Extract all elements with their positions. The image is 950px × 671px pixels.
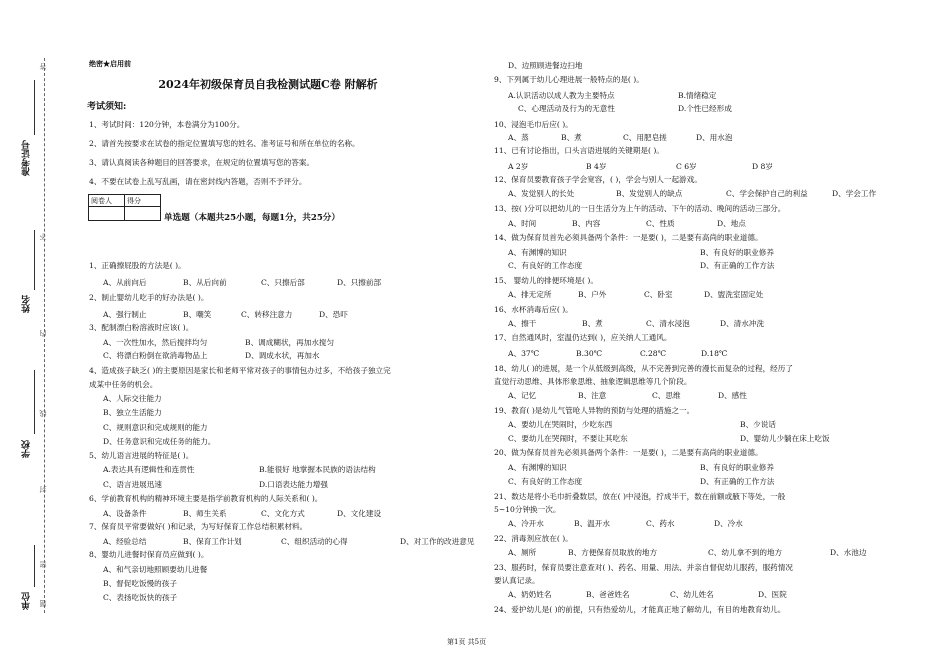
answer-option[interactable]: B、保育工作计划 <box>183 537 242 546</box>
question-stem: 9、下列属于幼儿心理进展一般特点的是( )。 <box>494 75 644 84</box>
answer-option[interactable]: A、蒸 <box>508 133 529 142</box>
answer-option[interactable]: C、有良好的工作态度 <box>508 477 583 486</box>
seal-mark: 线 <box>39 410 47 417</box>
seal-mark: 内 <box>39 330 47 337</box>
question-stem: 6、学前教育机构的精神环境主要是指学前教育机构的人际关系和( )。 <box>89 494 323 503</box>
school-line <box>34 370 35 434</box>
secret-mark: 绝密★启用前 <box>89 59 131 68</box>
answer-option[interactable]: A、有渊博的知识 <box>508 248 567 257</box>
question-stem: 19、教育( )是幼儿气管呛人异物的预防与处理的措施之一。 <box>494 406 695 415</box>
seal-mark: 答 <box>39 63 47 70</box>
seal-mark: 密 <box>39 561 47 568</box>
answer-option[interactable]: C 6岁 <box>676 162 697 171</box>
name-label: 姓名 <box>22 295 32 313</box>
seal-mark: 封 <box>39 486 47 493</box>
answer-option[interactable]: A.认识活动以成人教为主要特点 <box>508 91 615 100</box>
answer-option[interactable]: A、有渊博的知识 <box>508 463 567 472</box>
answer-option[interactable]: C、文化方式 <box>261 509 305 518</box>
answer-option[interactable]: A、设备条件 <box>103 509 147 518</box>
question-stem: 1、正确擦屁股的方法是( )。 <box>89 261 186 270</box>
question-stem: 13、按( )分可以把幼儿的一日生活分为上午的活动、下午的活动、晚间的活动三部分。 <box>494 204 786 213</box>
answer-option[interactable]: D、边照顾进餐边扫地 <box>508 61 583 70</box>
answer-option[interactable]: A、排无定所 <box>508 290 552 299</box>
question-stem: 5、幼儿语言进展的特征是( )。 <box>89 451 194 460</box>
answer-option[interactable]: D、感性 <box>718 391 747 400</box>
question-stem: 12、保育员要教育孩子学会宽容，( )，学会与别人一起游戏。 <box>494 175 702 184</box>
answer-option[interactable]: A、擦干 <box>508 319 537 328</box>
score-table-header-grader: 阅卷人 <box>89 195 125 207</box>
answer-option[interactable]: D.18℃ <box>701 349 728 358</box>
answer-option[interactable]: D、文化建设 <box>337 509 382 518</box>
answer-option[interactable]: D.口语表达能力增强 <box>259 480 328 489</box>
question-stem: 20、做为保育员首先必须具备两个条件：一是要( )，二是要有高尚的职业道德。 <box>494 448 763 457</box>
answer-option[interactable]: C.28℃ <box>640 349 667 358</box>
question-stem: 18、幼儿( )的进展，是一个从低级到高级，从不完善到完善的漫长而复杂的过程，经历了 <box>494 364 793 373</box>
answer-option[interactable]: A、从前向后 <box>103 278 147 287</box>
answer-option[interactable]: B、发觉别人的缺点 <box>616 189 683 198</box>
answer-option[interactable]: C、卧室 <box>644 290 673 299</box>
score-cell[interactable] <box>125 207 161 221</box>
seal-mark: 题 <box>39 600 47 607</box>
answer-option[interactable]: 要认真记录。 <box>494 576 540 585</box>
answer-option[interactable]: A 2岁 <box>508 162 529 171</box>
answer-option[interactable]: D、盥洗室固定处 <box>704 290 764 299</box>
answer-option[interactable]: B、注意 <box>578 391 607 400</box>
answer-option[interactable]: D、用水泡 <box>696 133 733 142</box>
question-stem: 24、爱护幼儿是( )的前提，只有热爱幼儿，才能真正地了解幼儿，有目的地教育幼儿。 <box>494 605 786 614</box>
notes-heading: 考试须知: <box>87 102 127 112</box>
unit-label: 单位 <box>22 592 32 610</box>
answer-option[interactable]: B、督促吃饭慢的孩子 <box>103 579 177 588</box>
school-label: 学校 <box>22 440 32 458</box>
answer-option[interactable]: A、经验总结 <box>103 537 147 546</box>
answer-option[interactable]: C、药水 <box>646 519 675 528</box>
answer-option[interactable]: C、要幼儿在哭闹时，不要让其吃东 <box>508 434 628 443</box>
answer-option[interactable]: C、规则意识和完成规则的能力 <box>103 423 208 432</box>
answer-option[interactable]: C、思维 <box>652 391 681 400</box>
answer-option[interactable]: D.个性已经形成 <box>678 104 732 113</box>
question-stem: 23、服药时，保育员要注意查对( )、药名、用量、用法、并亲自督促幼儿服药，服药情况 <box>494 563 793 572</box>
answer-option[interactable]: B、嘲笑 <box>183 310 212 319</box>
answer-option[interactable]: D、只擦前部 <box>337 278 382 287</box>
answer-option[interactable]: B、温开水 <box>574 519 610 528</box>
answer-option[interactable]: D、地点 <box>717 219 746 228</box>
question-stem: 8、婴幼儿进餐时保育员应做到( )。 <box>89 550 209 559</box>
answer-option[interactable]: B、有良好的职业修养 <box>700 463 774 472</box>
answer-option[interactable]: B、煮 <box>561 133 582 142</box>
answer-option[interactable]: D 8岁 <box>752 162 773 171</box>
score-table-header-score: 得分 <box>125 195 161 207</box>
answer-option[interactable]: D、冷水 <box>714 519 743 528</box>
answer-option[interactable]: A、厕所 <box>508 548 537 557</box>
question-stem: 22、消毒剂应放在( )。 <box>494 534 573 543</box>
answer-option[interactable]: D、学会工作 <box>832 189 877 198</box>
seal-mark: 不 <box>39 233 47 240</box>
answer-option[interactable]: A、记忆 <box>508 391 537 400</box>
answer-option[interactable]: A、一次性加水，然后搅拌均匀 <box>103 338 208 347</box>
question-stem: 15、 婴幼儿的排便环境是( )。 <box>494 276 598 285</box>
answer-option[interactable]: B.能很好 地掌握本民族的语法结构 <box>259 465 376 474</box>
answer-option[interactable]: 5~10分钟换一次。 <box>494 505 561 514</box>
unit-line <box>34 545 35 587</box>
answer-option[interactable]: B、方便保育员取放的地方 <box>568 548 658 557</box>
score-table <box>88 194 161 221</box>
answer-option[interactable]: 直觉行动思维、具体形象思维、抽象逻辑思维等几个阶段。 <box>494 377 692 386</box>
answer-option[interactable]: B 4岁 <box>586 162 607 171</box>
answer-option[interactable]: A、冷开水 <box>508 519 544 528</box>
answer-option[interactable]: B、爸爸姓名 <box>586 590 630 599</box>
answer-option[interactable]: B、煮 <box>582 319 603 328</box>
grader-cell[interactable] <box>89 207 125 221</box>
question-stem: 10、浸泡毛巾后应( )。 <box>494 120 573 129</box>
answer-option[interactable]: A、和气亲切地照顾要幼儿进餐 <box>103 565 208 574</box>
answer-option[interactable]: B、少说话 <box>740 420 776 429</box>
answer-option[interactable]: A.表达具有逻辑性和连贯性 <box>103 465 195 474</box>
binding-margin <box>0 0 60 671</box>
answer-option[interactable]: B、内容 <box>572 219 601 228</box>
answer-option[interactable]: B、调成糊状，再加水搅匀 <box>245 338 335 347</box>
answer-option[interactable]: 成某中任务的机会。 <box>89 380 158 389</box>
answer-option[interactable]: A、强行制止 <box>103 310 147 319</box>
answer-option[interactable]: A、时间 <box>508 219 537 228</box>
page-title: 2024年初级保育员自我检测试题C卷 附解析 <box>158 78 378 91</box>
answer-option[interactable]: C、表扬吃饭快的孩子 <box>103 593 178 602</box>
answer-option[interactable]: A、人际交往能力 <box>103 394 162 403</box>
answer-option[interactable]: C、性质 <box>646 219 675 228</box>
page-footer: 第1页 共5页 <box>447 638 487 646</box>
exam-note: 3、请认真阅读各种题目的回答要求，在规定的位置填写您的答案。 <box>89 158 315 167</box>
answer-option[interactable]: A、奶奶姓名 <box>508 590 552 599</box>
answer-option[interactable]: C、将漂白粉倒在欲消毒物品上 <box>103 351 208 360</box>
answer-option[interactable]: C、只擦后部 <box>261 278 305 287</box>
answer-option[interactable]: B、师生关系 <box>183 509 227 518</box>
answer-option[interactable]: D、调成水状，再加水 <box>245 351 320 360</box>
section-title: 单选题（本题共25小题，每题1分，共25分） <box>164 213 340 223</box>
answer-option[interactable]: C、清水浸泡 <box>646 319 690 328</box>
question-stem: 21、数达是将小毛巾折叠数层，放在( )中浸泡，拧成半干，数在前额或腋下等处，一般 <box>494 492 786 501</box>
answer-option[interactable]: C、学会保护自己的利益 <box>726 189 808 198</box>
question-stem: 3、配制漂白粉溶液时应该( )。 <box>89 323 194 332</box>
answer-option[interactable]: A、要幼儿在哭闹时，少吃东西 <box>508 420 613 429</box>
answer-option[interactable]: D、婴幼儿少躺在床上吃饭 <box>740 434 830 443</box>
answer-option[interactable]: A、37℃ <box>508 349 540 358</box>
answer-option[interactable]: B.30℃ <box>576 349 603 358</box>
question-stem: 17、自然通风时，室温仍达到( )，应关纳人工通风。 <box>494 333 672 342</box>
answer-option[interactable]: B、户外 <box>578 290 607 299</box>
answer-option[interactable]: D、水池边 <box>830 548 867 557</box>
answer-option[interactable]: A、发觉别人的长处 <box>508 189 575 198</box>
answer-option[interactable]: C、转移注意力 <box>241 310 293 319</box>
answer-option[interactable]: D、有正确的工作方法 <box>700 261 775 270</box>
answer-option[interactable]: D、医院 <box>758 590 787 599</box>
exam-note: 2、请首先按要求在试卷的指定位置填写您的姓名、准考证号和所在单位的名称。 <box>89 139 360 148</box>
answer-option[interactable]: B、独立生活能力 <box>103 408 162 417</box>
answer-option[interactable]: C、语言进展迅速 <box>103 480 162 489</box>
question-stem: 4、造成孩子缺乏( )的主要原因是家长和老师平常对孩子的事情包办过多，不给孩子独立完 <box>89 366 391 375</box>
answer-option[interactable]: B.情绪稳定 <box>678 91 717 100</box>
answer-option[interactable]: D、清水冲洗 <box>720 319 765 328</box>
answer-option[interactable]: C、有良好的工作态度 <box>508 261 583 270</box>
question-stem: 16、水杯消毒后应( )。 <box>494 305 573 314</box>
question-stem: 14、做为保育员首先必须具备两个条件：一是要( )，二是要有高尚的职业道德。 <box>494 233 763 242</box>
zhunkao-line <box>34 80 35 135</box>
answer-option[interactable]: C、心理活动及行为的无意性 <box>518 104 615 113</box>
zhunkao-label: 准考证号 <box>22 140 32 176</box>
answer-option[interactable]: D、有正确的工作方法 <box>700 477 775 486</box>
question-stem: 11、已有讨论指出，口头言语进展的关键期是( )。 <box>494 146 664 155</box>
question-stem: 2、制止婴幼儿吃手的好办法是( )。 <box>89 293 209 302</box>
answer-option[interactable]: B、有良好的职业修养 <box>700 248 774 257</box>
answer-option[interactable]: D、任务意识和完成任务的能力。 <box>103 437 216 446</box>
name-line <box>34 230 35 290</box>
exam-note: 1、考试时间：120分钟，本卷满分为100分。 <box>89 120 245 129</box>
answer-option[interactable]: C、幼儿姓名 <box>670 590 714 599</box>
answer-option[interactable]: C、幼儿拿不到的地方 <box>708 548 783 557</box>
exam-note: 4、不要在试卷上乱写乱画，请在密封线内答题，否则不予评分。 <box>89 177 307 186</box>
answer-option[interactable]: C、组织活动的心得 <box>281 537 348 546</box>
answer-option[interactable]: B、从后向前 <box>183 278 227 287</box>
answer-option[interactable]: D、对工作的改进意见 <box>400 537 475 546</box>
answer-option[interactable]: D、恐吓 <box>319 310 348 319</box>
question-stem: 7、保育员平常要做好( )和记录，为写好保育工作总结积累材料。 <box>89 522 308 531</box>
answer-option[interactable]: C、用肥皂搓 <box>623 133 667 142</box>
